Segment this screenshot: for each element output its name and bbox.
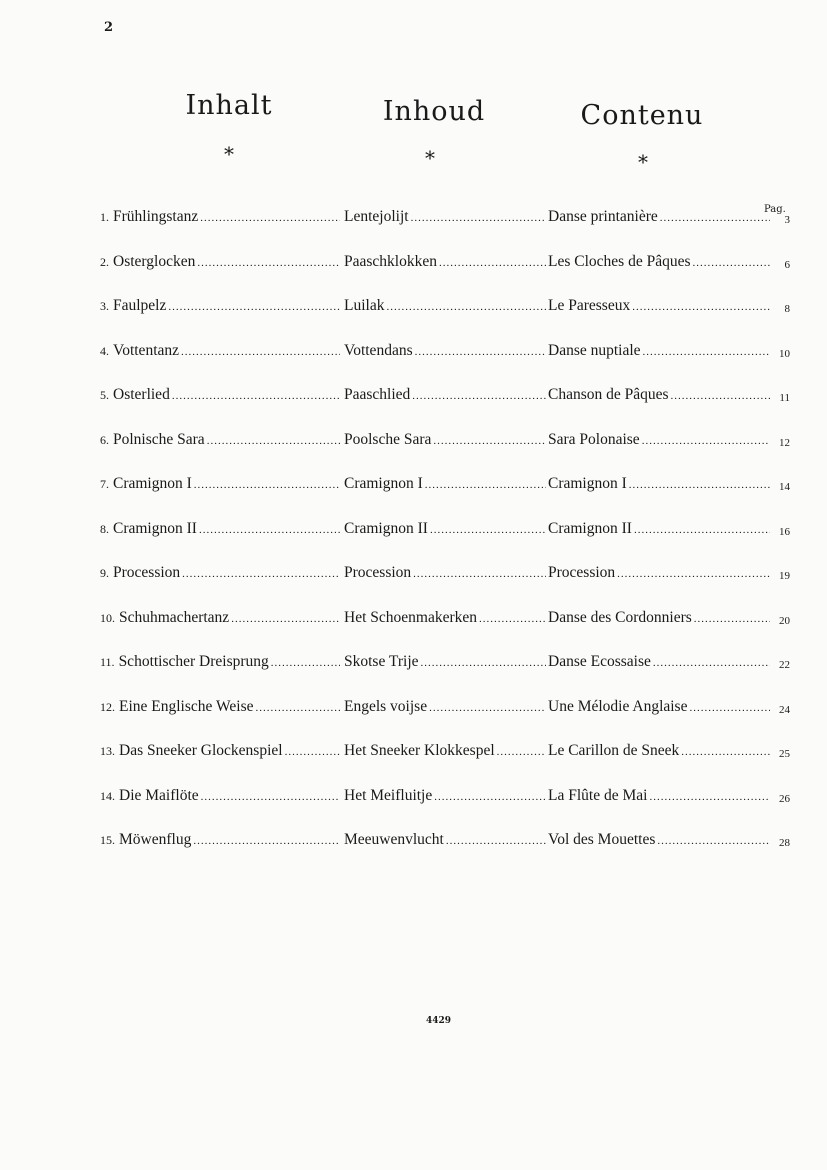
- toc-entry: [100, 520, 790, 565]
- title-german: Eine Englische Weise: [119, 697, 254, 715]
- dot-leader: [660, 208, 770, 226]
- entry-french: [548, 386, 770, 404]
- entry-page-number: 10: [779, 347, 790, 360]
- entry-number: 7.: [100, 477, 109, 491]
- entry-number: 11.: [100, 655, 115, 669]
- toc-entry: [100, 742, 790, 787]
- toc-entry: [100, 787, 790, 832]
- entry-french: [548, 475, 770, 493]
- title-german: Osterglocken: [113, 252, 196, 270]
- title-french: Le Paresseux: [548, 297, 631, 314]
- entry-french: [548, 831, 770, 849]
- title-german: Vottentanz: [113, 341, 180, 359]
- entry-german: [100, 653, 340, 671]
- toc-entry: [100, 253, 790, 298]
- heading-inhoud: Inhoud: [382, 96, 486, 127]
- entry-dutch: [344, 564, 546, 582]
- title-dutch: Paaschlied: [344, 386, 411, 403]
- dot-leader: [194, 475, 340, 493]
- dot-leader: [643, 342, 770, 360]
- entry-dutch: [344, 742, 546, 760]
- page-number: 2: [104, 20, 114, 35]
- heading-inhalt: Inhalt: [185, 90, 273, 121]
- entry-german: [100, 342, 340, 360]
- dot-leader: [446, 831, 546, 849]
- entry-page-number: 19: [779, 570, 790, 582]
- dot-leader: [694, 609, 770, 627]
- entry-dutch: [344, 431, 546, 449]
- toc-entry: [100, 431, 790, 476]
- toc-entry: [100, 208, 790, 253]
- toc-entry: [100, 698, 790, 743]
- dot-leader: [497, 742, 546, 760]
- dot-leader: [617, 564, 770, 582]
- entry-number: 2.: [100, 254, 109, 269]
- title-german: Procession: [113, 564, 181, 581]
- dot-leader: [430, 520, 546, 538]
- entry-french: [548, 698, 770, 716]
- toc-entry: [100, 831, 790, 876]
- title-dutch: Cramignon I: [344, 475, 423, 492]
- title-french: Une Mélodie Anglaise: [548, 697, 688, 715]
- dot-leader: [657, 831, 770, 849]
- entry-page-number: 26: [779, 792, 790, 805]
- dot-leader: [642, 431, 770, 449]
- title-french: La Flûte de Mai: [548, 786, 648, 804]
- star-ornament-1: *: [224, 142, 234, 166]
- entry-dutch: [344, 297, 546, 315]
- dot-leader: [271, 653, 340, 671]
- table-of-contents: [100, 208, 790, 876]
- entry-dutch: [344, 253, 546, 271]
- dot-leader: [429, 698, 546, 716]
- toc-entry: [100, 475, 790, 520]
- title-german: Cramignon I: [113, 475, 192, 492]
- entry-number: 8.: [100, 521, 109, 536]
- entry-number: 14.: [100, 788, 115, 803]
- entry-french: [548, 253, 770, 271]
- dot-leader: [255, 698, 340, 716]
- title-german: Schuhmachertanz: [119, 608, 230, 626]
- dot-leader: [200, 208, 340, 226]
- entry-page-number: 14: [779, 481, 790, 493]
- entry-page-number: 16: [779, 525, 790, 538]
- entry-german: [100, 564, 340, 582]
- dot-leader: [182, 564, 340, 582]
- entry-german: [100, 520, 340, 538]
- entry-dutch: [344, 698, 546, 716]
- dot-leader: [629, 475, 770, 493]
- entry-dutch: [344, 787, 546, 805]
- dot-leader: [671, 386, 770, 404]
- dot-leader: [413, 564, 546, 582]
- dot-leader: [231, 609, 340, 627]
- title-dutch: Het Schoenmakerken: [344, 608, 477, 626]
- entry-french: [548, 297, 770, 315]
- entry-page-number: 22: [779, 659, 790, 671]
- title-dutch: Engels voijse: [344, 697, 428, 715]
- toc-entry: [100, 297, 790, 342]
- entry-french: [548, 787, 770, 805]
- entry-page-number: 11: [779, 392, 790, 404]
- dot-leader: [421, 653, 546, 671]
- entry-number: 3.: [100, 299, 109, 313]
- entry-german: [100, 475, 340, 493]
- dot-leader: [632, 297, 770, 315]
- star-ornament-2: *: [425, 146, 435, 170]
- publisher-code: 4429: [426, 1016, 452, 1026]
- title-german: Das Sneeker Glockenspiel: [119, 742, 283, 759]
- title-french: Vol des Mouettes: [548, 831, 656, 848]
- title-dutch: Poolsche Sara: [344, 430, 432, 448]
- title-dutch: Skotse Trije: [344, 653, 419, 670]
- entry-french: [548, 431, 770, 449]
- entry-number: 6.: [100, 432, 109, 447]
- dot-leader: [433, 431, 546, 449]
- title-dutch: Paaschklokken: [344, 252, 437, 270]
- star-ornament-3: *: [638, 150, 648, 174]
- dot-leader: [168, 297, 340, 315]
- dot-leader: [193, 831, 340, 849]
- dot-leader: [425, 475, 546, 493]
- dot-leader: [411, 208, 546, 226]
- entry-number: 1.: [100, 210, 109, 224]
- dot-leader: [181, 342, 340, 360]
- toc-entry: [100, 609, 790, 654]
- toc-entry: [100, 564, 790, 609]
- entry-dutch: [344, 386, 546, 404]
- entry-dutch: [344, 475, 546, 493]
- entry-number: 12.: [100, 699, 115, 714]
- dot-leader: [689, 698, 770, 716]
- entry-german: [100, 831, 340, 849]
- entry-page-number: 24: [779, 703, 790, 716]
- entry-french: [548, 653, 770, 671]
- title-french: Cramignon II: [548, 519, 632, 537]
- toc-entry: [100, 386, 790, 431]
- title-french: Les Cloches de Pâques: [548, 252, 691, 270]
- entry-french: [548, 342, 770, 360]
- heading-contenu: Contenu: [580, 100, 704, 131]
- title-dutch: Het Meifluitje: [344, 786, 433, 804]
- entry-german: [100, 609, 340, 627]
- title-german: Osterlied: [113, 386, 170, 403]
- title-french: Danse nuptiale: [548, 341, 641, 359]
- dot-leader: [386, 297, 546, 315]
- entry-dutch: [344, 831, 546, 849]
- entry-page-number: 28: [779, 837, 790, 849]
- entry-number: 5.: [100, 388, 109, 402]
- entry-french: [548, 609, 770, 627]
- entry-page-number: 20: [779, 614, 790, 627]
- title-french: Sara Polonaise: [548, 430, 640, 448]
- title-dutch: Meeuwenvlucht: [344, 831, 444, 848]
- entry-page-number: 25: [779, 748, 790, 760]
- title-dutch: Vottendans: [344, 341, 413, 359]
- toc-entry: [100, 342, 790, 387]
- dot-leader: [479, 609, 546, 627]
- title-dutch: Het Sneeker Klokkespel: [344, 742, 495, 759]
- title-french: Cramignon I: [548, 475, 627, 492]
- dot-leader: [439, 253, 546, 271]
- dot-leader: [197, 253, 340, 271]
- title-dutch: Luilak: [344, 297, 385, 314]
- dot-leader: [692, 253, 770, 271]
- entry-page-number: 6: [784, 258, 790, 271]
- pag-label: Pag.: [764, 204, 786, 215]
- entry-number: 4.: [100, 343, 109, 358]
- entry-german: [100, 698, 340, 716]
- dot-leader: [285, 742, 340, 760]
- dot-leader: [412, 386, 546, 404]
- toc-entry: [100, 653, 790, 698]
- title-dutch: Cramignon II: [344, 519, 428, 537]
- entry-german: [100, 787, 340, 805]
- entry-page-number: 3: [784, 214, 790, 226]
- title-dutch: Procession: [344, 564, 412, 581]
- entry-french: [548, 564, 770, 582]
- entry-page-number: 12: [779, 436, 790, 449]
- dot-leader: [634, 520, 770, 538]
- title-german: Möwenflug: [119, 831, 192, 848]
- entry-german: [100, 386, 340, 404]
- entry-dutch: [344, 653, 546, 671]
- dot-leader: [172, 386, 340, 404]
- entry-number: 10.: [100, 610, 115, 625]
- title-french: Chanson de Pâques: [548, 386, 669, 403]
- title-french: Danse Ecossaise: [548, 653, 651, 670]
- entry-dutch: [344, 520, 546, 538]
- title-german: Faulpelz: [113, 297, 167, 314]
- title-german: Schottischer Dreisprung: [118, 653, 269, 670]
- entry-number: 13.: [100, 744, 115, 758]
- entry-number: 15.: [100, 833, 115, 847]
- title-french: Procession: [548, 564, 616, 581]
- title-german: Polnische Sara: [113, 430, 205, 448]
- dot-leader: [681, 742, 770, 760]
- entry-number: 9.: [100, 566, 109, 580]
- entry-page-number: 8: [784, 303, 790, 315]
- entry-german: [100, 208, 340, 226]
- entry-french: [548, 742, 770, 760]
- dot-leader: [434, 787, 546, 805]
- dot-leader: [199, 520, 340, 538]
- title-french: Danse des Cordonniers: [548, 608, 692, 626]
- entry-german: [100, 297, 340, 315]
- entry-german: [100, 253, 340, 271]
- dot-leader: [415, 342, 546, 360]
- entry-german: [100, 742, 340, 760]
- dot-leader: [207, 431, 340, 449]
- title-dutch: Lentejolijt: [344, 208, 409, 225]
- entry-dutch: [344, 208, 546, 226]
- entry-dutch: [344, 342, 546, 360]
- dot-leader: [653, 653, 770, 671]
- title-french: Le Carillon de Sneek: [548, 742, 680, 759]
- title-german: Cramignon II: [113, 519, 197, 537]
- dot-leader: [649, 787, 770, 805]
- title-french: Danse printanière: [548, 208, 658, 225]
- entry-dutch: [344, 609, 546, 627]
- entry-french: [548, 520, 770, 538]
- title-german: Frühlingstanz: [113, 208, 199, 225]
- dot-leader: [201, 787, 340, 805]
- entry-french: [548, 208, 770, 226]
- title-german: Die Maiflöte: [119, 786, 199, 804]
- entry-german: [100, 431, 340, 449]
